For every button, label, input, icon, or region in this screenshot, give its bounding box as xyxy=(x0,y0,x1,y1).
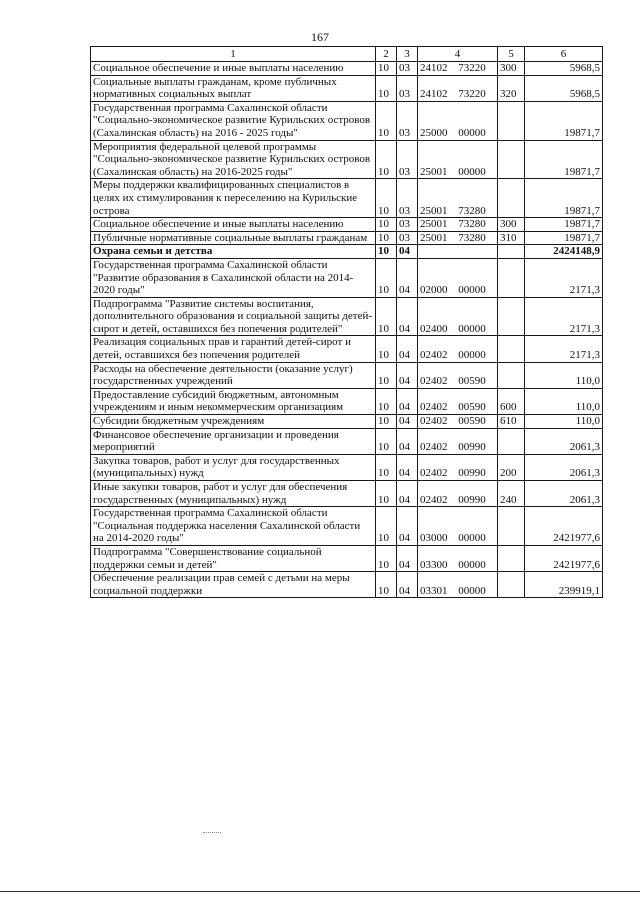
cell-expense-type: 300 xyxy=(498,218,525,232)
cell-amount: 19871,7 xyxy=(525,231,603,245)
cell-subsection: 04 xyxy=(397,507,418,546)
table-row xyxy=(91,75,603,101)
cell-expense-type xyxy=(498,101,525,140)
cell-subsection: 04 xyxy=(397,245,418,259)
cell-expense-type xyxy=(498,258,525,297)
cell-expense-type xyxy=(498,179,525,218)
cell-amount: 5968,5 xyxy=(525,75,603,101)
table-row xyxy=(91,428,603,454)
cell-subsection: 04 xyxy=(397,572,418,598)
table-row xyxy=(91,101,603,140)
cell-target-code xyxy=(418,245,498,259)
cell-section: 10 xyxy=(376,454,397,480)
cell-name: Государственная программа Сахалинской области "Социально-экономическое развитие Курильских островов (Сахалинская область) на 2016 - 2025 годы" xyxy=(91,101,376,140)
table-row xyxy=(91,297,603,336)
column-header-5: 5 xyxy=(498,47,525,62)
cell-amount: 2061,3 xyxy=(525,481,603,507)
cell-section: 10 xyxy=(376,507,397,546)
cell-expense-type xyxy=(498,140,525,179)
cell-expense-type xyxy=(498,572,525,598)
cell-target-code: 03301 00000 xyxy=(418,572,498,598)
cell-expense-type: 240 xyxy=(498,481,525,507)
cell-target-code: 02402 00590 xyxy=(418,388,498,414)
cell-name: Социальное обеспечение и иные выплаты населению xyxy=(91,62,376,76)
cell-target-code: 02400 00000 xyxy=(418,297,498,336)
cell-target-code: 02402 00990 xyxy=(418,481,498,507)
cell-expense-type xyxy=(498,297,525,336)
cell-amount: 2061,3 xyxy=(525,428,603,454)
cell-name: Финансовое обеспечение организации и проведения мероприятий xyxy=(91,428,376,454)
cell-section: 10 xyxy=(376,336,397,362)
page-number: 167 xyxy=(311,30,329,44)
table-row xyxy=(91,415,603,429)
table-row xyxy=(91,454,603,480)
cell-amount: 2424148,9 xyxy=(525,245,603,259)
cell-name: Закупка товаров, работ и услуг для государственных (муниципальных) нужд xyxy=(91,454,376,480)
cell-section: 10 xyxy=(376,545,397,571)
cell-target-code: 24102 73220 xyxy=(418,75,498,101)
cell-target-code: 25001 73280 xyxy=(418,231,498,245)
cell-name: Реализация социальных прав и гарантий детей-сирот и детей, оставшихся без попечения родителей xyxy=(91,336,376,362)
cell-name: Социальное обеспечение и иные выплаты населению xyxy=(91,218,376,232)
cell-target-code: 03300 00000 xyxy=(418,545,498,571)
cell-amount: 5968,5 xyxy=(525,62,603,76)
cell-section: 10 xyxy=(376,297,397,336)
cell-amount: 110,0 xyxy=(525,415,603,429)
cell-name: Подпрограмма "Развитие системы воспитания, дополнительного образования и социальной защиты детей-сирот и детей, оставшихся без попечения родителей" xyxy=(91,297,376,336)
cell-subsection: 03 xyxy=(397,140,418,179)
cell-name: Социальные выплаты гражданам, кроме публичных нормативных социальных выплат xyxy=(91,75,376,101)
cell-section: 10 xyxy=(376,428,397,454)
cell-subsection: 03 xyxy=(397,75,418,101)
cell-amount: 2421977,6 xyxy=(525,507,603,546)
table-body xyxy=(91,47,603,598)
table-row xyxy=(91,62,603,76)
column-header-4: 4 xyxy=(418,47,498,62)
cell-target-code: 25001 00000 xyxy=(418,140,498,179)
table-row xyxy=(91,572,603,598)
cell-subsection: 04 xyxy=(397,336,418,362)
cell-section: 10 xyxy=(376,415,397,429)
cell-subsection: 04 xyxy=(397,481,418,507)
cell-section: 10 xyxy=(376,245,397,259)
cell-name: Государственная программа Сахалинской области "Развитие образования в Сахалинской области на 2014-2020 годы" xyxy=(91,258,376,297)
cell-section: 10 xyxy=(376,258,397,297)
cell-section: 10 xyxy=(376,140,397,179)
cell-expense-type xyxy=(498,245,525,259)
cell-subsection: 04 xyxy=(397,454,418,480)
cell-amount: 2171,3 xyxy=(525,258,603,297)
cell-target-code: 02402 00000 xyxy=(418,336,498,362)
table-row xyxy=(91,362,603,388)
cell-subsection: 04 xyxy=(397,428,418,454)
cell-expense-type xyxy=(498,362,525,388)
cell-expense-type xyxy=(498,545,525,571)
cell-name: Иные закупки товаров, работ и услуг для обеспечения государственных (муниципальных) нужд xyxy=(91,481,376,507)
cell-name: Меры поддержки квалифицированных специалистов в целях их стимулирования к переселению на Курильские острова xyxy=(91,179,376,218)
cell-expense-type xyxy=(498,428,525,454)
table-row xyxy=(91,481,603,507)
cell-expense-type: 320 xyxy=(498,75,525,101)
cell-amount: 2171,3 xyxy=(525,336,603,362)
cell-target-code: 02402 00590 xyxy=(418,362,498,388)
cell-section: 10 xyxy=(376,572,397,598)
cell-expense-type xyxy=(498,507,525,546)
cell-name: Государственная программа Сахалинской области "Социальная поддержка населения Сахалинской области на 2014-2020 годы" xyxy=(91,507,376,546)
cell-target-code: 02402 00590 xyxy=(418,415,498,429)
table-row xyxy=(91,545,603,571)
table-row xyxy=(91,336,603,362)
cell-subsection: 04 xyxy=(397,258,418,297)
cell-expense-type: 200 xyxy=(498,454,525,480)
cell-expense-type: 310 xyxy=(498,231,525,245)
cell-section: 10 xyxy=(376,362,397,388)
cell-expense-type: 600 xyxy=(498,388,525,414)
cell-subsection: 03 xyxy=(397,231,418,245)
cell-amount: 239919,1 xyxy=(525,572,603,598)
cell-name: Предоставление субсидий бюджетным, автономным учреждениям и иным некоммерческим организациям xyxy=(91,388,376,414)
cell-section: 10 xyxy=(376,231,397,245)
cell-target-code: 02402 00990 xyxy=(418,428,498,454)
cell-section: 10 xyxy=(376,481,397,507)
cell-amount: 110,0 xyxy=(525,362,603,388)
cell-amount: 2171,3 xyxy=(525,297,603,336)
bottom-rule xyxy=(0,891,640,892)
cell-target-code: 02000 00000 xyxy=(418,258,498,297)
cell-amount: 19871,7 xyxy=(525,218,603,232)
column-header-1: 1 xyxy=(91,47,376,62)
cell-subsection: 03 xyxy=(397,101,418,140)
cell-amount: 2421977,6 xyxy=(525,545,603,571)
cell-subsection: 04 xyxy=(397,388,418,414)
cell-expense-type: 300 xyxy=(498,62,525,76)
cell-amount: 19871,7 xyxy=(525,140,603,179)
table-row xyxy=(91,218,603,232)
cell-subsection: 04 xyxy=(397,297,418,336)
cell-name: Охрана семьи и детства xyxy=(91,245,376,259)
cell-name: Подпрограмма "Совершенствование социальной поддержки семьи и детей" xyxy=(91,545,376,571)
cell-target-code: 24102 73220 xyxy=(418,62,498,76)
cell-subsection: 04 xyxy=(397,415,418,429)
cell-amount: 19871,7 xyxy=(525,179,603,218)
cell-amount: 19871,7 xyxy=(525,101,603,140)
header-row xyxy=(91,47,603,62)
table-row xyxy=(91,231,603,245)
cell-name: Расходы на обеспечение деятельности (оказание услуг) государственных учреждений xyxy=(91,362,376,388)
cell-subsection: 03 xyxy=(397,218,418,232)
cell-section: 10 xyxy=(376,101,397,140)
cell-name: Обеспечение реализации прав семей с детьми на меры социальной поддержки xyxy=(91,572,376,598)
table-row xyxy=(91,179,603,218)
cell-section: 10 xyxy=(376,179,397,218)
cell-subsection: 04 xyxy=(397,362,418,388)
cell-section: 10 xyxy=(376,62,397,76)
cell-target-code: 02402 00990 xyxy=(418,454,498,480)
cell-subsection: 03 xyxy=(397,179,418,218)
cell-section: 10 xyxy=(376,75,397,101)
budget-table xyxy=(90,46,603,598)
cell-target-code: 25001 73280 xyxy=(418,179,498,218)
column-header-6: 6 xyxy=(525,47,603,62)
cell-name: Публичные нормативные социальные выплаты гражданам xyxy=(91,231,376,245)
cell-subsection: 03 xyxy=(397,62,418,76)
cell-target-code: 03000 00000 xyxy=(418,507,498,546)
cell-amount: 2061,3 xyxy=(525,454,603,480)
cell-name: Мероприятия федеральной целевой программы "Социально-экономическое развитие Курильских островов (Сахалинская область) на 2016-2025 годы" xyxy=(91,140,376,179)
table-row xyxy=(91,507,603,546)
table-row xyxy=(91,245,603,259)
column-header-3: 3 xyxy=(397,47,418,62)
cell-section: 10 xyxy=(376,218,397,232)
scan-artifact xyxy=(203,832,221,835)
table-row xyxy=(91,258,603,297)
cell-name: Субсидии бюджетным учреждениям xyxy=(91,415,376,429)
cell-amount: 110,0 xyxy=(525,388,603,414)
table-row xyxy=(91,388,603,414)
table-row xyxy=(91,140,603,179)
cell-target-code: 25000 00000 xyxy=(418,101,498,140)
cell-expense-type: 610 xyxy=(498,415,525,429)
cell-subsection: 04 xyxy=(397,545,418,571)
cell-expense-type xyxy=(498,336,525,362)
cell-target-code: 25001 73280 xyxy=(418,218,498,232)
cell-section: 10 xyxy=(376,388,397,414)
column-header-2: 2 xyxy=(376,47,397,62)
